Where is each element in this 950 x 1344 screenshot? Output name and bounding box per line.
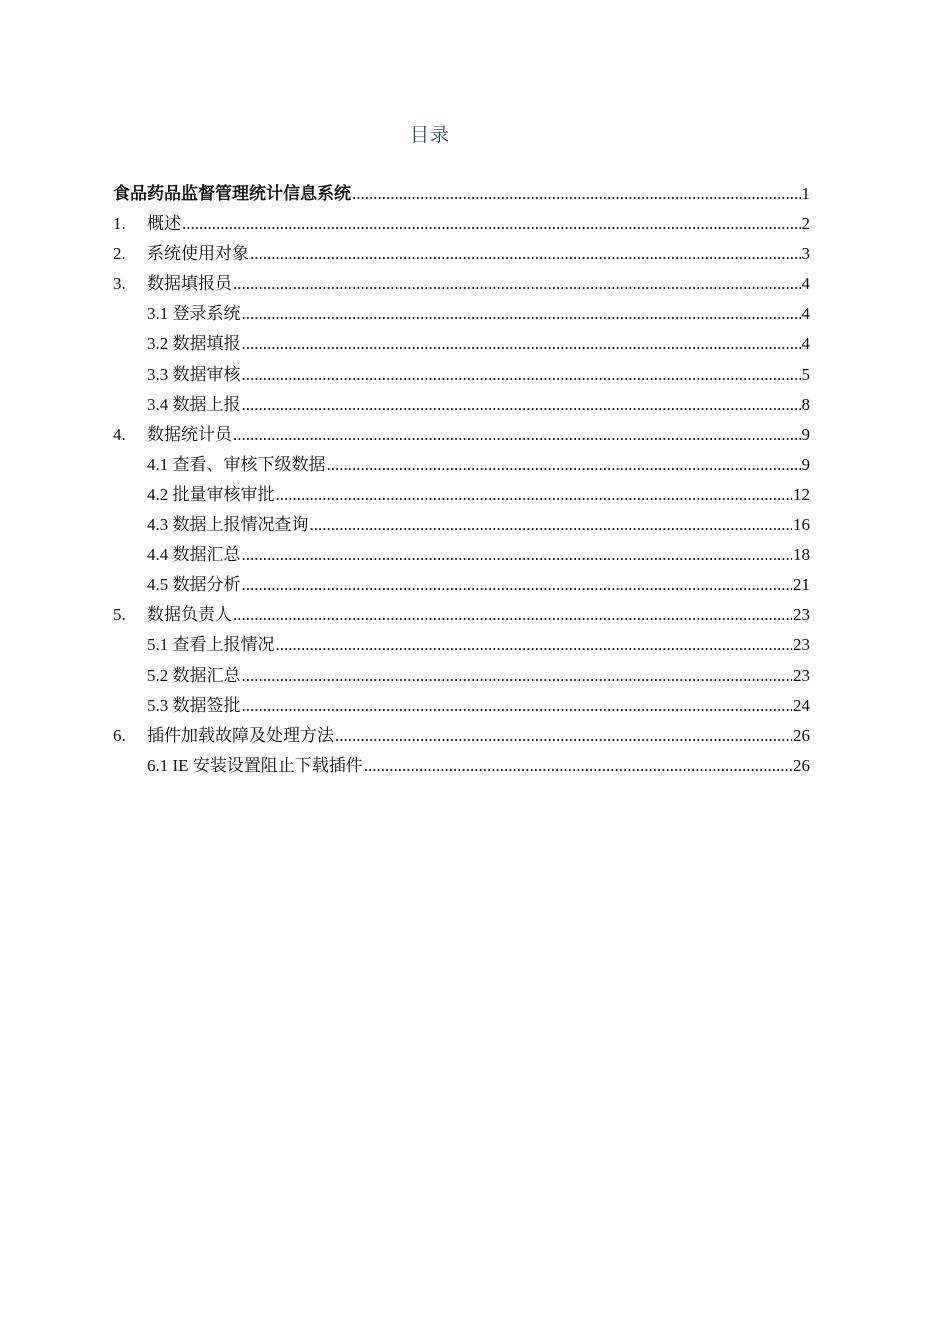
- toc-page-number: 3: [801, 244, 810, 264]
- toc-subentry[interactable]: [113, 691, 810, 721]
- toc-entry-title: 4.2 批量审核审批: [147, 484, 275, 504]
- toc-page-number: 26: [793, 725, 810, 745]
- toc-page-number: 2: [801, 214, 810, 234]
- toc-page-number: 8: [801, 394, 810, 414]
- toc-page-number: 4: [801, 274, 810, 294]
- toc-page-number: 5: [801, 364, 810, 384]
- toc-subentry[interactable]: [113, 570, 810, 600]
- toc-page-number: 23: [793, 605, 810, 625]
- toc-leader-dots: [182, 209, 801, 239]
- toc-leader-dots: [233, 600, 792, 630]
- table-of-contents: [113, 179, 810, 781]
- toc-leader-dots: [242, 329, 801, 359]
- toc-heading: 目录: [409, 125, 450, 146]
- toc-leader-dots: [352, 179, 801, 209]
- toc-page-number: 26: [793, 755, 810, 775]
- toc-subentry[interactable]: [113, 540, 810, 570]
- toc-entry-number: 6.: [113, 725, 126, 745]
- toc-leader-dots: [242, 570, 793, 600]
- toc-subentry[interactable]: [113, 299, 810, 329]
- toc-entry-title: 3.2 数据填报: [147, 334, 241, 354]
- toc-page-number: 18: [793, 545, 810, 565]
- toc-subentry[interactable]: [113, 480, 810, 510]
- toc-entry-number: 2.: [113, 244, 126, 264]
- toc-entry[interactable]: [113, 420, 810, 450]
- toc-entry-title: 4.3 数据上报情况查询: [147, 515, 309, 535]
- toc-entry[interactable]: [113, 721, 810, 751]
- toc-leader-dots: [242, 691, 793, 721]
- toc-entry-title: 6.1 IE 安装设置阻止下载插件: [147, 755, 363, 775]
- toc-leader-dots: [276, 630, 793, 660]
- toc-leader-dots: [233, 420, 801, 450]
- toc-entry-title: 数据负责人: [147, 605, 232, 625]
- toc-entry-title: 概述: [147, 214, 181, 234]
- toc-subentry[interactable]: [113, 450, 810, 480]
- toc-entry-title: 3.3 数据审核: [147, 364, 241, 384]
- toc-entry-title: 系统使用对象: [147, 244, 249, 264]
- toc-entry[interactable]: [113, 239, 810, 269]
- toc-leader-dots: [242, 299, 801, 329]
- toc-entry-title: 5.1 查看上报情况: [147, 635, 275, 655]
- toc-entry-title: 3.1 登录系统: [147, 304, 241, 324]
- toc-subentry[interactable]: [113, 510, 810, 540]
- toc-page-number: 9: [801, 454, 810, 474]
- toc-subentry[interactable]: [113, 630, 810, 660]
- toc-entry-number: 5.: [113, 605, 126, 625]
- toc-leader-dots: [250, 239, 801, 269]
- toc-page-number: 4: [801, 304, 810, 324]
- toc-entry[interactable]: [113, 179, 810, 209]
- toc-subentry[interactable]: [113, 390, 810, 420]
- toc-leader-dots: [242, 360, 801, 390]
- toc-page-number: 1: [801, 184, 810, 203]
- toc-leader-dots: [242, 390, 801, 420]
- toc-page-number: 24: [793, 695, 810, 715]
- toc-entry-title: 插件加载故障及处理方法: [147, 725, 334, 745]
- toc-page-number: 16: [793, 515, 810, 535]
- toc-entry[interactable]: [113, 209, 810, 239]
- toc-entry-number: 1.: [113, 214, 126, 234]
- toc-subentry[interactable]: [113, 661, 810, 691]
- toc-leader-dots: [364, 751, 792, 781]
- toc-leader-dots: [233, 269, 801, 299]
- toc-subentry[interactable]: [113, 360, 810, 390]
- toc-entry-title: 4.5 数据分析: [147, 575, 241, 595]
- toc-entry-title: 4.1 查看、审核下级数据: [147, 454, 326, 474]
- toc-leader-dots: [335, 721, 792, 751]
- toc-entry-title: 3.4 数据上报: [147, 394, 241, 414]
- toc-entry[interactable]: [113, 269, 810, 299]
- toc-subentry[interactable]: [113, 329, 810, 359]
- toc-page-number: 23: [793, 635, 810, 655]
- toc-entry-title: 5.2 数据汇总: [147, 665, 241, 685]
- toc-page-number: 9: [801, 424, 810, 444]
- toc-entry-title: 食品药品监督管理统计信息系统: [113, 184, 351, 204]
- toc-entry-number: 4.: [113, 424, 126, 444]
- toc-entry[interactable]: [113, 600, 810, 630]
- toc-entry-number: 3.: [113, 274, 126, 294]
- toc-leader-dots: [242, 540, 793, 570]
- toc-page-number: 21: [793, 575, 810, 595]
- toc-entry-title: 4.4 数据汇总: [147, 545, 241, 565]
- toc-leader-dots: [276, 480, 793, 510]
- toc-entry-title: 数据填报员: [147, 274, 232, 294]
- toc-leader-dots: [327, 450, 801, 480]
- toc-entry-title: 数据统计员: [147, 424, 232, 444]
- toc-entry-title: 5.3 数据签批: [147, 695, 241, 715]
- toc-leader-dots: [310, 510, 793, 540]
- toc-leader-dots: [242, 661, 793, 691]
- toc-page-number: 23: [793, 665, 810, 685]
- toc-subentry[interactable]: [113, 751, 810, 781]
- toc-page-number: 12: [793, 484, 810, 504]
- toc-page-number: 4: [801, 334, 810, 354]
